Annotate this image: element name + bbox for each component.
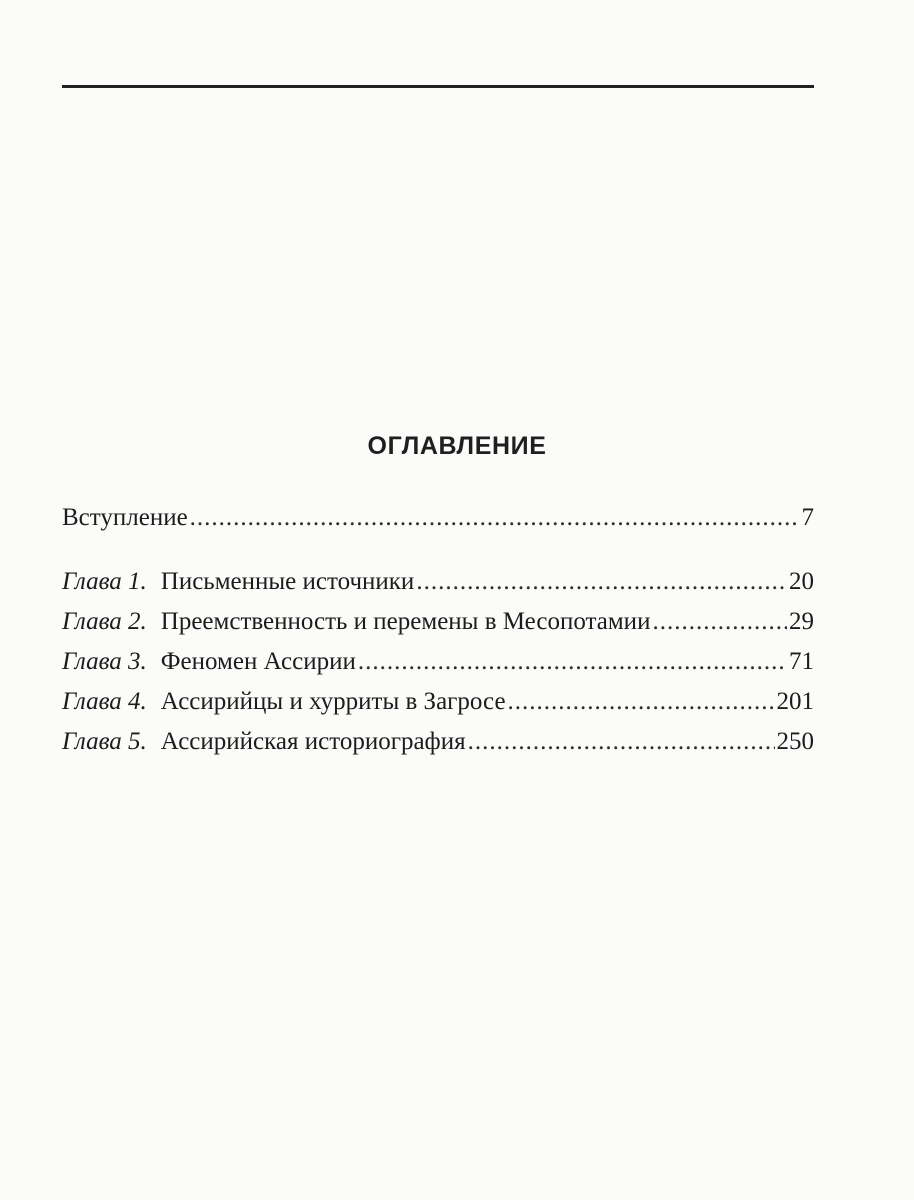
toc-entry-chapter-3[interactable] — [62, 646, 814, 678]
toc-entry-chapter-2[interactable] — [62, 606, 814, 638]
toc-entry-title: Письменные источники — [160, 568, 415, 595]
chapter-label: Глава 3. — [62, 648, 147, 675]
toc-entry-title: Преемственность и перемены в Месопотамии — [160, 608, 651, 635]
toc-entry-chapter-5[interactable] — [62, 726, 814, 758]
dot-leader — [508, 686, 775, 718]
toc-page-number: 29 — [789, 608, 814, 635]
toc-page-number: 250 — [776, 728, 814, 755]
dot-leader — [652, 606, 787, 638]
toc-page-number: 71 — [789, 648, 814, 675]
toc-entry-title: Ассирийская историография — [160, 728, 466, 755]
dot-leader — [358, 646, 787, 678]
top-rule — [62, 85, 814, 88]
toc-page-number: 201 — [776, 688, 814, 715]
toc-entry-intro[interactable] — [62, 502, 814, 534]
toc-entry-chapter-4[interactable] — [62, 686, 814, 718]
chapter-label: Глава 1. — [62, 568, 147, 595]
dot-leader — [416, 566, 787, 598]
chapter-label: Глава 4. — [62, 688, 147, 715]
toc-entry-chapter-1[interactable] — [62, 566, 814, 598]
dot-leader — [190, 502, 800, 534]
toc-page-number: 7 — [801, 504, 814, 531]
chapter-label: Глава 5. — [62, 728, 147, 755]
toc-entry-title: Вступление — [62, 504, 188, 531]
toc-entry-title: Ассирийцы и хурриты в Загросе — [160, 688, 506, 715]
dot-leader — [468, 726, 775, 758]
toc-page-number: 20 — [789, 568, 814, 595]
page-title: ОГЛАВЛЕНИЕ — [367, 432, 547, 460]
chapter-label: Глава 2. — [62, 608, 147, 635]
toc-entry-title: Феномен Ассирии — [160, 648, 356, 675]
